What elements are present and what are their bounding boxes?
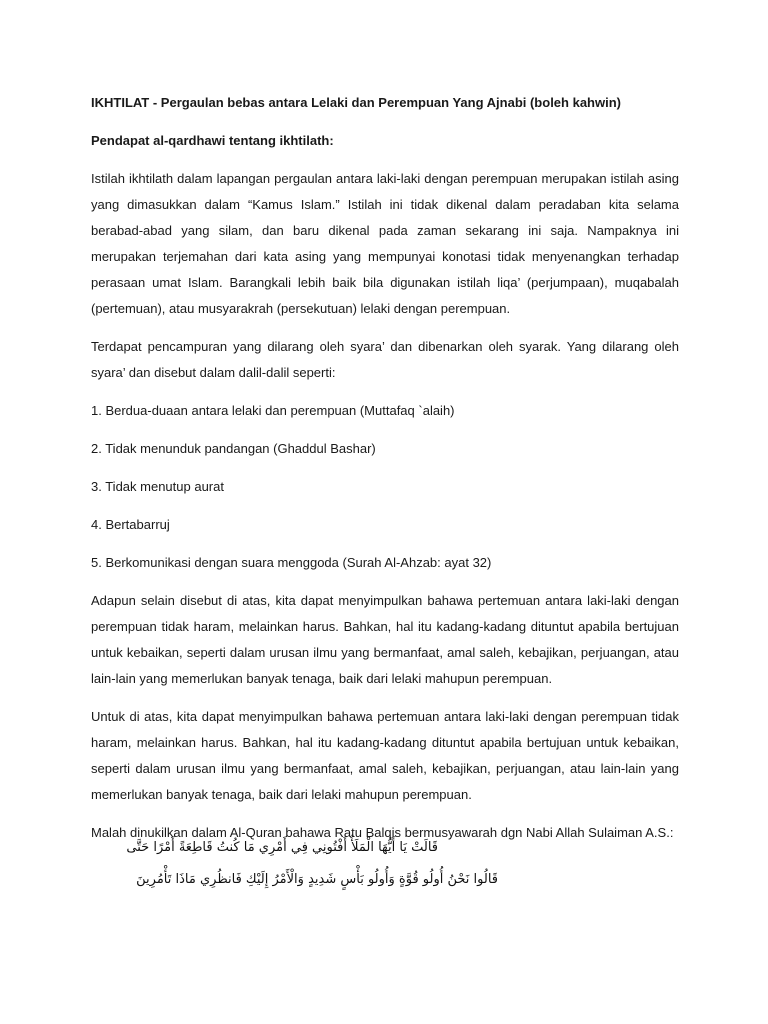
list-item: 4. Bertabarruj bbox=[91, 517, 170, 532]
intro-paragraph: Istilah ikhtilath dalam lapangan pergaulan antara laki-laki dengan perempuan merupakan istilah asing yang dimasukkan dalam “Kamus Islam.” Istilah ini tidak dikenal dalam peradaban kita selama berabad-abad yang silam, dan baru dikenal pada zaman sekarang ini saja. Nampaknya ini merupakan terjemahan dari kata asing yang mempunyai konotasi tidak menyenangkan terhadap perasaan umat Islam. Barangkali lebih baik bila digunakan istilah liqa’ (perjumpaan), muqabalah (pertemuan), atau musyarakrah (persekutuan) lelaki dengan perempuan. bbox=[91, 171, 679, 316]
quran-verse-line: قَالُوا نَحْنُ أُولُو قُوَّةٍ وَأُولُو بَأْسٍ شَدِيدٍ وَالْأَمْرُ إِلَيْكِ فَانظُرِي مَاذَا تَأْمُرِينَ bbox=[136, 872, 498, 887]
adapun-paragraph: Adapun selain disebut di atas, kita dapat menyimpulkan bahawa pertemuan antara laki-laki dengan perempuan tidak haram, melainkan harus. Bahkan, hal itu kadang-kadang dituntut apabila bertujuan untuk kebaikan, seperti dalam urusan ilmu yang bermanfaat, amal saleh, kebajikan, perjuangan, atau lain-lain yang memerlukan banyak tenaga, baik dari lelaki mahupun perempuan. bbox=[91, 593, 679, 686]
document-body bbox=[91, 90, 679, 858]
list-item: 2. Tidak menunduk pandangan (Ghaddul Bashar) bbox=[91, 441, 376, 456]
balqis-paragraph: Malah dinukilkan dalam Al-Quran bahawa Ratu Balqis bermusyawarah dgn Nabi Allah Sulaiman A.S.: bbox=[91, 825, 674, 840]
document-title: IKHTILAT - Pergaulan bebas antara Lelaki dan Perempuan Yang Ajnabi (boleh kahwin) bbox=[91, 95, 621, 110]
mixing-paragraph: Terdapat pencampuran yang dilarang oleh syara’ dan dibenarkan oleh syarak. Yang dilarang oleh syara’ dan disebut dalam dalil-dalil seperti: bbox=[91, 339, 679, 380]
quran-verse-line: قَالَتْ يَا أَيُّهَا الْمَلَأُ أَفْتُونِي فِي أَمْرِي مَا كُنتُ قَاطِعَةً أَمْرًا حَتَّى bbox=[126, 840, 438, 855]
list-item: 5. Berkomunikasi dengan suara menggoda (Surah Al-Ahzab: ayat 32) bbox=[91, 555, 492, 570]
untuk-paragraph: Untuk di atas, kita dapat menyimpulkan bahawa pertemuan antara laki-laki dengan perempuan tidak haram, melainkan harus. Bahkan, hal itu kadang-kadang dituntut apabila bertujuan untuk kebaikan, seperti dalam urusan ilmu yang bermanfaat, amal saleh, kebajikan, perjuangan, atau lain-lain yang memerlukan banyak tenaga, baik dari lelaki mahupun perempuan. bbox=[91, 709, 679, 802]
list-item: 3. Tidak menutup aurat bbox=[91, 479, 224, 494]
section-heading: Pendapat al-qardhawi tentang ikhtilath: bbox=[91, 133, 334, 148]
list-item: 1. Berdua-duaan antara lelaki dan perempuan (Muttafaq `alaih) bbox=[91, 403, 455, 418]
